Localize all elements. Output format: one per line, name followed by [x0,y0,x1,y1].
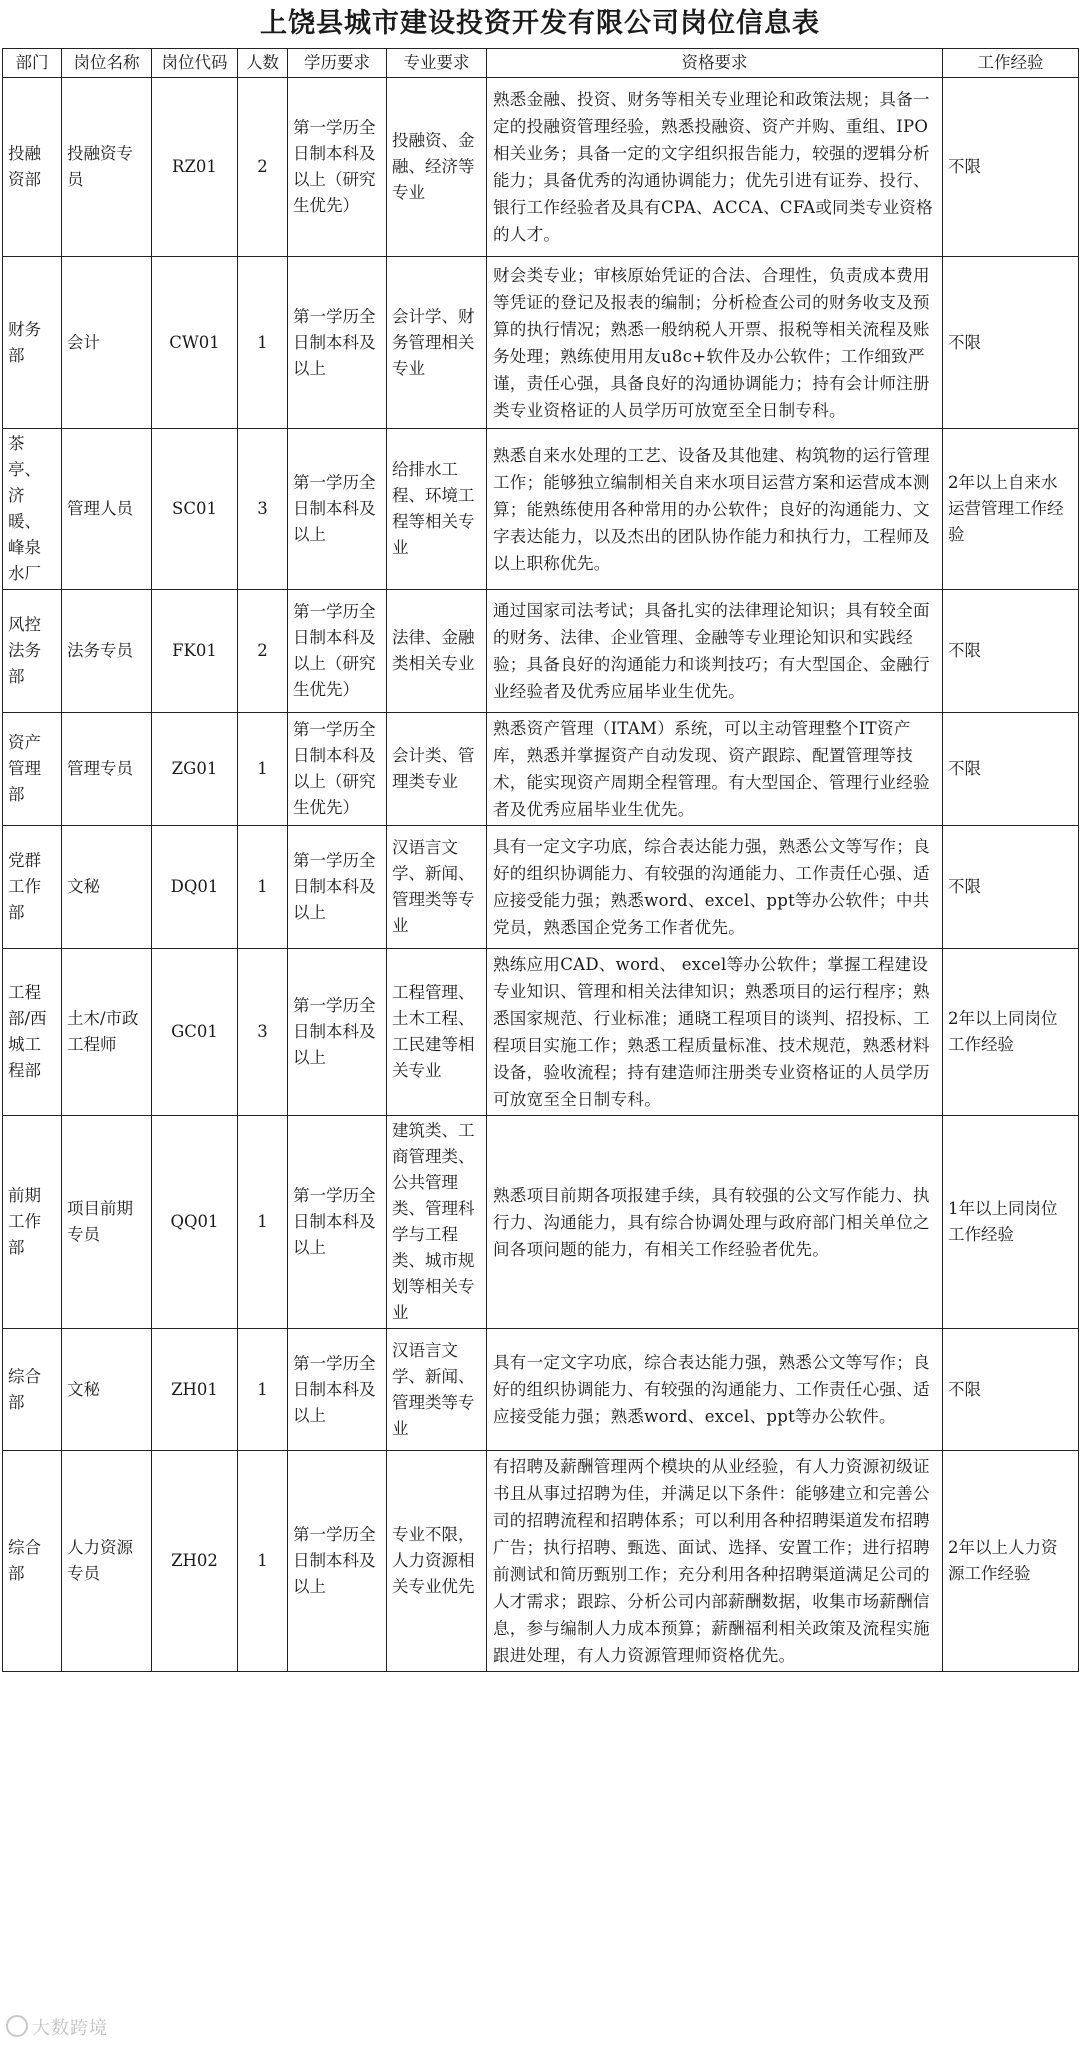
dept-cell: 资产管理部 [3,713,62,826]
code-cell: CW01 [152,257,238,429]
major-cell: 建筑类、工商管理类、公共管理类、管理科学与工程类、城市规划等相关专业 [387,1116,487,1329]
experience-cell: 不限 [943,78,1079,257]
watermark-logo-icon [6,2015,28,2037]
table-row [3,429,1079,590]
major-cell: 会计类、管理类专业 [387,713,487,826]
table-row [3,1451,1079,1672]
code-cell: RZ01 [152,78,238,257]
dept-cell: 投融资部 [3,78,62,257]
requirement-cell: 熟悉项目前期各项报建手续，具有较强的公文写作能力、执行力、沟通能力，具有综合协调处理与政府部门相关单位之间各项问题的能力，有相关工作经验者优先。 [487,1116,943,1329]
header-requirement: 资格要求 [487,49,943,78]
education-cell: 第一学历全日制本科及以上 [288,1329,387,1451]
position-cell: 法务专员 [62,590,152,713]
major-cell: 汉语言文学、新闻、管理类等专业 [387,1329,487,1451]
header-position: 岗位名称 [62,49,152,78]
code-cell: ZH02 [152,1451,238,1672]
position-cell: 会计 [62,257,152,429]
header-education: 学历要求 [288,49,387,78]
position-cell: 管理人员 [62,429,152,590]
experience-cell: 2年以上同岗位工作经验 [943,949,1079,1116]
experience-cell: 2年以上人力资源工作经验 [943,1451,1079,1672]
position-cell: 投融资专员 [62,78,152,257]
major-cell: 会计学、财务管理相关专业 [387,257,487,429]
code-cell: ZG01 [152,713,238,826]
requirement-cell: 具有一定文字功底，综合表达能力强，熟悉公文等写作；良好的组织协调能力、有较强的沟通能力、工作责任心强、适应接受能力强；熟悉word、excel、ppt等办公软件。 [487,1329,943,1451]
header-count: 人数 [238,49,288,78]
education-cell: 第一学历全日制本科及以上 [288,1116,387,1329]
table-row [3,713,1079,826]
dept-cell: 风控法务部 [3,590,62,713]
code-cell: DQ01 [152,826,238,949]
position-cell: 文秘 [62,1329,152,1451]
table-row [3,1329,1079,1451]
header-dept: 部门 [3,49,62,78]
code-cell: FK01 [152,590,238,713]
requirement-cell: 熟练应用CAD、word、 excel等办公软件；掌握工程建设专业知识、管理和相关法律知识；熟悉项目的运行程序；熟悉国家规范、行业标准；通晓工程项目的谈判、招投标、工程项目实施工作；熟悉工程质量标准、技术规范，熟悉材料设备，验收流程；持有建造师注册类专业资格证的人员学历可放宽至全日制专科。 [487,949,943,1116]
count-cell: 1 [238,713,288,826]
education-cell: 第一学历全日制本科及以上 [288,949,387,1116]
code-cell: ZH01 [152,1329,238,1451]
table-row [3,257,1079,429]
dept-cell: 前期工作部 [3,1116,62,1329]
requirement-cell: 熟悉资产管理（ITAM）系统，可以主动管理整个IT资产库，熟悉并掌握资产自动发现、资产跟踪、配置管理等技术，能实现资产周期全程管理。有大型国企、管理行业经验者及优秀应届毕业生优先。 [487,713,943,826]
code-cell: SC01 [152,429,238,590]
dept-cell: 工程部/西城工程部 [3,949,62,1116]
experience-cell: 不限 [943,1329,1079,1451]
position-cell: 文秘 [62,826,152,949]
dept-cell: 茶亭、济暖、峰泉水厂 [3,429,62,590]
education-cell: 第一学历全日制本科及以上（研究生优先） [288,78,387,257]
count-cell: 3 [238,949,288,1116]
code-cell: GC01 [152,949,238,1116]
table-header-row [3,49,1079,78]
requirement-cell: 通过国家司法考试；具备扎实的法律理论知识；具有较全面的财务、法律、企业管理、金融等专业理论知识和实践经验；具备良好的沟通能力和谈判技巧；有大型国企、金融行业经验者及优秀应届毕业生优先。 [487,590,943,713]
position-cell: 土木/市政工程师 [62,949,152,1116]
count-cell: 1 [238,1116,288,1329]
requirement-cell: 财会类专业；审核原始凭证的合法、合理性，负责成本费用等凭证的登记及报表的编制；分析检查公司的财务收支及预算的执行情况；熟悉一般纳税人开票、报税等相关流程及账务处理；熟练使用用友u8c+软件及办公软件；工作细致严谨，责任心强，具备良好的沟通协调能力；持有会计师注册类专业资格证的人员学历可放宽至全日制专科。 [487,257,943,429]
count-cell: 1 [238,1329,288,1451]
dept-cell: 综合部 [3,1451,62,1672]
job-info-table [2,48,1079,1672]
position-cell: 项目前期专员 [62,1116,152,1329]
experience-cell: 不限 [943,590,1079,713]
watermark [6,2014,108,2040]
education-cell: 第一学历全日制本科及以上 [288,1451,387,1672]
position-cell: 管理专员 [62,713,152,826]
code-cell: QQ01 [152,1116,238,1329]
header-experience: 工作经验 [943,49,1079,78]
experience-cell: 2年以上自来水运营管理工作经验 [943,429,1079,590]
requirement-cell: 具有一定文字功底，综合表达能力强，熟悉公文等写作；良好的组织协调能力、有较强的沟通能力、工作责任心强、适应接受能力强；熟悉word、excel、ppt等办公软件；中共党员，熟悉国企党务工作者优先。 [487,826,943,949]
header-code: 岗位代码 [152,49,238,78]
header-major: 专业要求 [387,49,487,78]
table-row [3,78,1079,257]
dept-cell: 财务部 [3,257,62,429]
requirement-cell: 熟悉自来水处理的工艺、设备及其他建、构筑物的运行管理工作；能够独立编制相关自来水项目运营方案和运营成本测算；能熟练使用各种常用的办公软件；良好的沟通能力、文字表达能力，以及杰出的团队协作能力和执行力，工程师及以上职称优先。 [487,429,943,590]
education-cell: 第一学历全日制本科及以上 [288,826,387,949]
experience-cell: 不限 [943,257,1079,429]
position-cell: 人力资源专员 [62,1451,152,1672]
experience-cell: 不限 [943,826,1079,949]
count-cell: 2 [238,78,288,257]
document-title: 上饶县城市建设投资开发有限公司岗位信息表 [260,8,820,39]
count-cell: 1 [238,826,288,949]
count-cell: 2 [238,590,288,713]
table-row [3,949,1079,1116]
count-cell: 3 [238,429,288,590]
major-cell: 汉语言文学、新闻、管理类等专业 [387,826,487,949]
dept-cell: 综合部 [3,1329,62,1451]
education-cell: 第一学历全日制本科及以上 [288,429,387,590]
major-cell: 工程管理、土木工程、工民建等相关专业 [387,949,487,1116]
experience-cell: 不限 [943,713,1079,826]
count-cell: 1 [238,257,288,429]
table-row [3,1116,1079,1329]
major-cell: 给排水工程、环境工程等相关专业 [387,429,487,590]
education-cell: 第一学历全日制本科及以上 [288,257,387,429]
table-row [3,826,1079,949]
education-cell: 第一学历全日制本科及以上（研究生优先） [288,590,387,713]
education-cell: 第一学历全日制本科及以上（研究生优先） [288,713,387,826]
table-row [3,590,1079,713]
experience-cell: 1年以上同岗位工作经验 [943,1116,1079,1329]
major-cell: 投融资、金融、经济等专业 [387,78,487,257]
dept-cell: 党群工作部 [3,826,62,949]
requirement-cell: 熟悉金融、投资、财务等相关专业理论和政策法规；具备一定的投融资管理经验，熟悉投融资、资产并购、重组、IPO相关业务；具备一定的文字组织报告能力，较强的逻辑分析能力；具备优秀的沟通协调能力；优先引进有证券、投行、银行工作经验者及具有CPA、ACCA、CFA或同类专业资格的人才。 [487,78,943,257]
major-cell: 专业不限，人力资源相关专业优先 [387,1451,487,1672]
count-cell: 1 [238,1451,288,1672]
watermark-text: 大数跨境 [32,2018,108,2039]
major-cell: 法律、金融类相关专业 [387,590,487,713]
requirement-cell: 有招聘及薪酬管理两个模块的从业经验，有人力资源初级证书且从事过招聘为佳，并满足以下条件：能够建立和完善公司的招聘流程和招聘体系；可以利用各种招聘渠道发布招聘广告；执行招聘、甄选、面试、选择、安置工作；进行招聘前测试和简历甄别工作；充分利用各种招聘渠道满足公司的人才需求；跟踪、分析公司内部薪酬数据，收集市场薪酬信息，参与编制人力成本预算；薪酬福利相关政策及流程实施跟进处理，有人力资源管理师资格优先。 [487,1451,943,1672]
